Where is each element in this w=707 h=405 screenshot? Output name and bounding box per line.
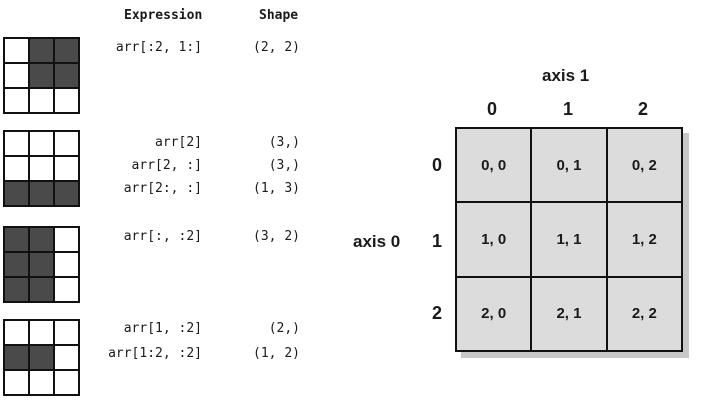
mini-cell bbox=[55, 321, 80, 346]
mini-cell bbox=[5, 89, 30, 114]
expression-text: arr[2] bbox=[155, 135, 202, 150]
mini-cell bbox=[55, 371, 80, 396]
array-cell: 0, 1 bbox=[532, 129, 607, 203]
array-grid bbox=[455, 127, 683, 352]
array-cell: 0, 2 bbox=[608, 129, 683, 203]
mini-cell bbox=[5, 253, 30, 278]
expression-text: arr[1, :2] bbox=[123, 321, 202, 336]
mini-cell bbox=[30, 278, 55, 303]
mini-cell bbox=[5, 64, 30, 89]
array-cell: 0, 0 bbox=[457, 129, 532, 203]
mini-cell bbox=[55, 64, 80, 89]
mini-cell bbox=[30, 321, 55, 346]
slice-diagram-4 bbox=[3, 319, 80, 396]
mini-cell bbox=[30, 253, 55, 278]
axis-1-label: 2 bbox=[638, 99, 649, 119]
mini-cell bbox=[5, 39, 30, 64]
shape-text: (3,) bbox=[268, 135, 300, 150]
axis-1-label: 0 bbox=[487, 99, 498, 119]
array-cell: 2, 0 bbox=[457, 278, 532, 352]
mini-cell bbox=[30, 371, 55, 396]
expression-text: arr[:, :2] bbox=[123, 229, 202, 244]
expression-text: arr[1:2, :2] bbox=[108, 346, 202, 361]
expression-text: arr[2:, :] bbox=[123, 181, 202, 196]
mini-cell bbox=[55, 253, 80, 278]
mini-cell bbox=[30, 89, 55, 114]
axis-0-label: 0 bbox=[432, 155, 443, 175]
shape-text: (3, 2) bbox=[253, 229, 300, 244]
shape-text: (2,) bbox=[268, 321, 300, 336]
mini-cell bbox=[5, 157, 30, 182]
mini-cell bbox=[30, 157, 55, 182]
axis-0-label: 1 bbox=[432, 231, 443, 251]
mini-cell bbox=[5, 278, 30, 303]
mini-cell bbox=[5, 182, 30, 207]
mini-cell bbox=[30, 346, 55, 371]
axis-0-title: axis 0 bbox=[353, 232, 401, 251]
mini-cell bbox=[55, 182, 80, 207]
mini-cell bbox=[5, 228, 30, 253]
slice-diagram-2 bbox=[3, 130, 80, 207]
array-cell: 2, 1 bbox=[532, 278, 607, 352]
shape-text: (3,) bbox=[268, 158, 300, 173]
mini-cell bbox=[55, 157, 80, 182]
shape-text: (2, 2) bbox=[253, 40, 300, 55]
shape-text: (1, 2) bbox=[253, 346, 300, 361]
expression-text: arr[:2, 1:] bbox=[115, 40, 202, 55]
slice-diagram-1 bbox=[3, 37, 80, 114]
mini-cell bbox=[30, 182, 55, 207]
mini-cell bbox=[30, 228, 55, 253]
expression-text: arr[2, :] bbox=[131, 158, 202, 173]
axis-1-label: 1 bbox=[563, 99, 574, 119]
mini-cell bbox=[55, 89, 80, 114]
mini-cell bbox=[55, 278, 80, 303]
mini-cell bbox=[30, 64, 55, 89]
mini-cell bbox=[5, 371, 30, 396]
mini-cell bbox=[5, 346, 30, 371]
array-cell: 2, 2 bbox=[608, 278, 683, 352]
shape-text: (1, 3) bbox=[253, 181, 300, 196]
array-cell: 1, 1 bbox=[532, 203, 607, 277]
mini-cell bbox=[5, 132, 30, 157]
mini-cell bbox=[30, 132, 55, 157]
mini-cell bbox=[55, 39, 80, 64]
expression-header: Expression bbox=[124, 8, 203, 23]
array-cell: 1, 2 bbox=[608, 203, 683, 277]
mini-cell bbox=[55, 132, 80, 157]
axis-0-label: 2 bbox=[432, 303, 443, 323]
array-cell: 1, 0 bbox=[457, 203, 532, 277]
mini-cell bbox=[55, 346, 80, 371]
slice-diagram-3 bbox=[3, 226, 80, 303]
shape-header: Shape bbox=[259, 8, 299, 23]
axis-1-title: axis 1 bbox=[542, 66, 590, 85]
mini-cell bbox=[55, 228, 80, 253]
mini-cell bbox=[5, 321, 30, 346]
mini-cell bbox=[30, 39, 55, 64]
